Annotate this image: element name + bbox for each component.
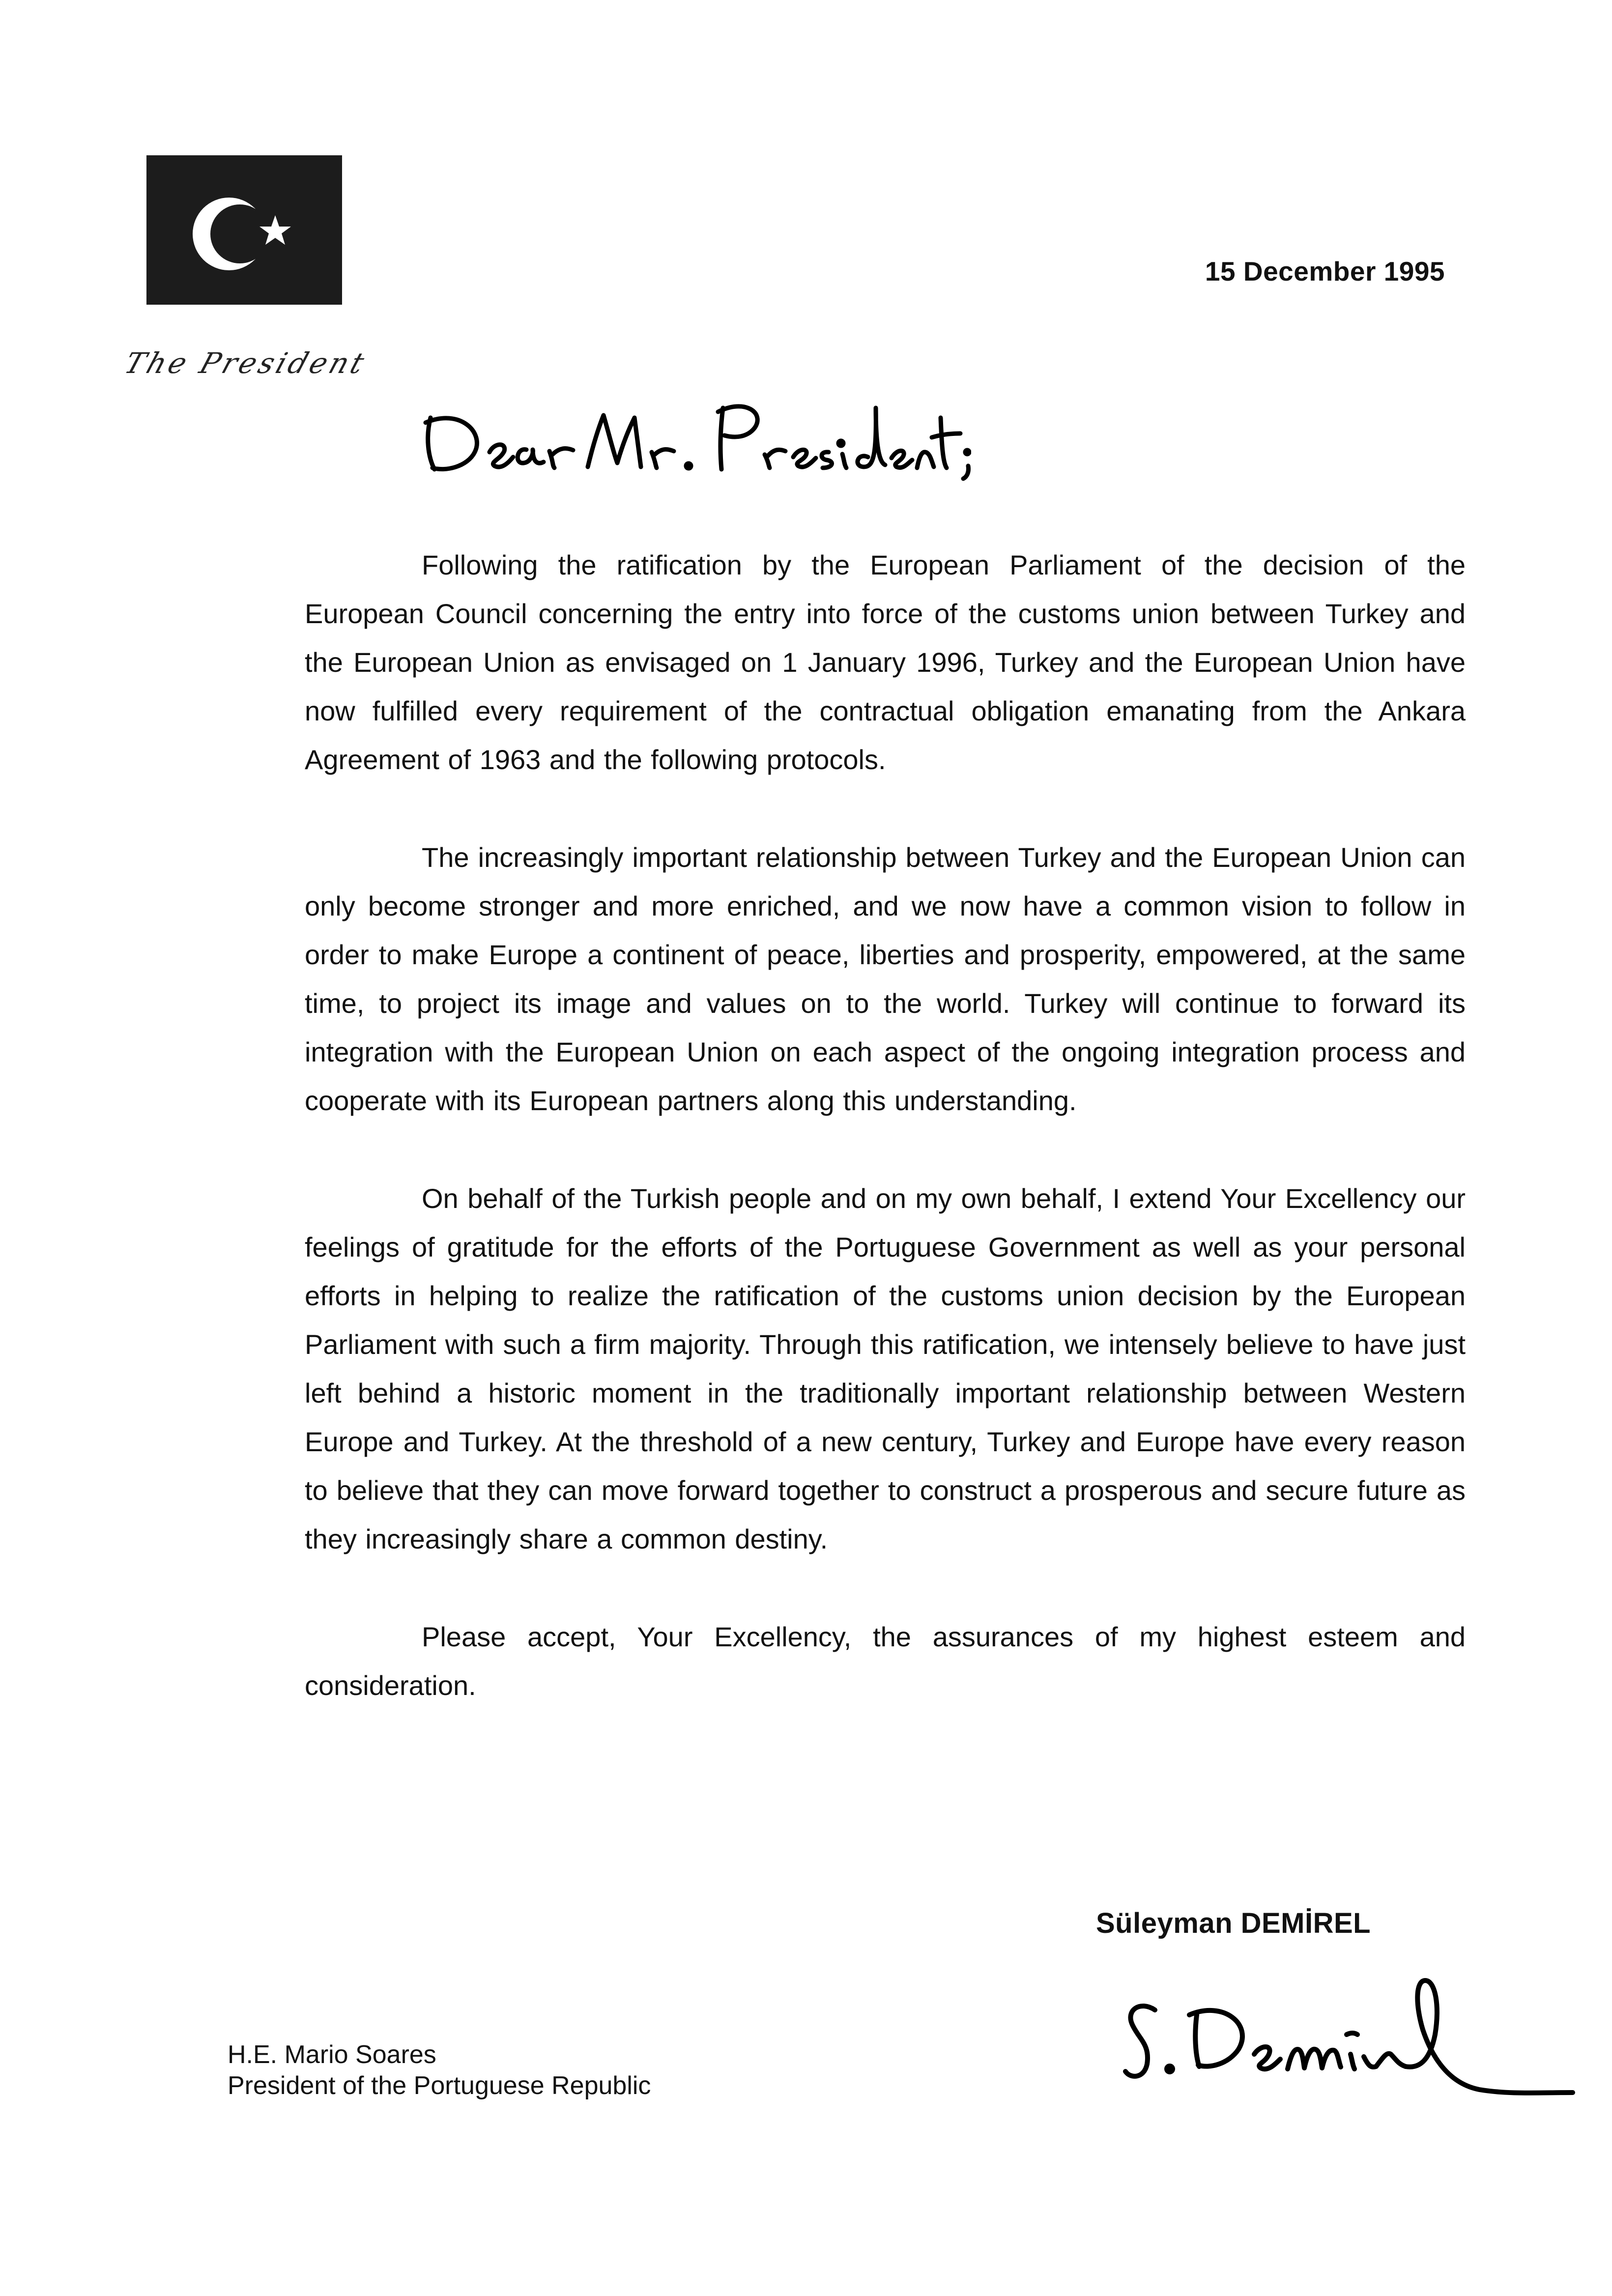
body-paragraph-3: On behalf of the Turkish people and on my own behalf, I extend Your Excellency our feelings of gratitude for the efforts of the Portuguese Government as well as your personal efforts in helping to realize the ratification of the customs union decision by the European Parliament with such a firm majority. Through this ratification, we intensely believe to have just left behind a historic moment in the traditionally important relationship between Western Europe and Turkey. At the threshold of a new century, Turkey and Europe have every reason to believe that they can move forward together to construct a prosperous and secure future as they increasingly share a common destiny. xyxy=(305,1183,1466,1554)
signatory-name: Süleyman DEMİREL xyxy=(1096,1907,1371,1939)
body-paragraph-2: The increasingly important relationship between Turkey and the European Union can only become stronger and more enriched, and we now have a common vision to follow in order to make Europe a continent of peace, liberties and prosperity, empowered, at the same time, to project its image and values on to the world. Turkey will continue to forward its integration with the European Union on each aspect of the ongoing integration process and cooperate with its European partners along this understanding. xyxy=(305,842,1466,1116)
handwritten-signature xyxy=(1116,1961,1578,2108)
letter-body xyxy=(305,541,1466,1710)
letterhead-title: The President xyxy=(120,346,372,380)
body-paragraph-4: Please accept, Your Excellency, the assurances of my highest esteem and consideration. xyxy=(305,1621,1466,1701)
body-paragraph-1: Following the ratification by the European Parliament of the decision of the European Council concerning the entry into force of the customs union between Turkey and the European Union as envisaged on 1 January 1996, Turkey and the European Union have now fulfilled every requirement of the contractual obligation emanating from the Ankara Agreement of 1963 and the following protocols. xyxy=(305,549,1466,775)
letter-date: 15 December 1995 xyxy=(1205,256,1445,287)
recipient-title: President of the Portuguese Republic xyxy=(228,2071,651,2100)
handwritten-salutation xyxy=(421,388,971,482)
crescent-and-star-flag-icon xyxy=(146,155,342,305)
recipient-block xyxy=(228,2039,651,2101)
recipient-name: H.E. Mario Soares xyxy=(228,2040,436,2069)
letterhead-flag xyxy=(146,155,342,305)
